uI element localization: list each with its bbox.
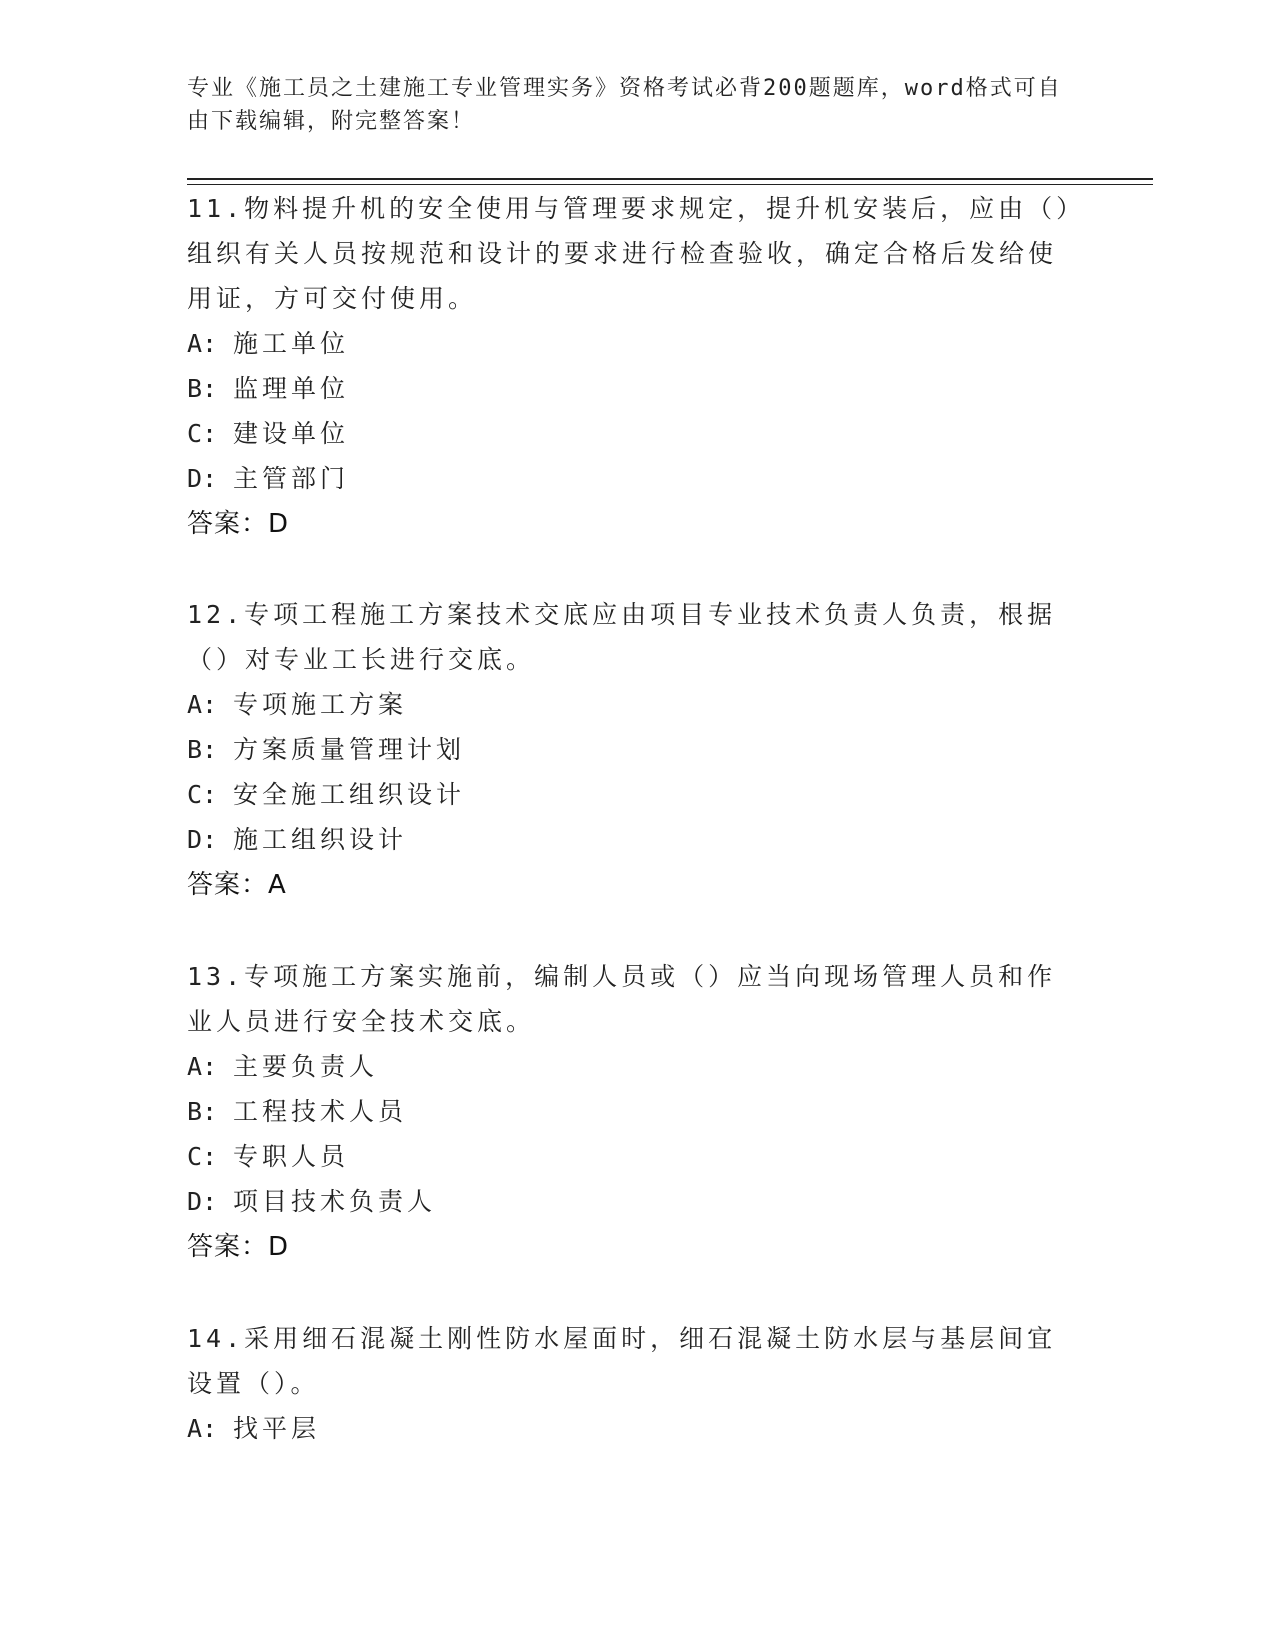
option-text: 主要负责人 [233, 1052, 379, 1081]
option-a [187, 682, 1077, 727]
option-text: 施工组织设计 [233, 825, 408, 854]
question-stem: 13.专项施工方案实施前，编制人员或（）应当向现场管理人员和作业人员进行安全技术交底。 [187, 962, 1057, 1036]
option-text: 建设单位 [233, 419, 350, 448]
option-key: A: [187, 1414, 218, 1443]
question-12 [187, 592, 1077, 908]
option-text: 工程技术人员 [233, 1097, 408, 1126]
option-key: C: [187, 1142, 218, 1171]
question-stem: 14.采用细石混凝土刚性防水屋面时，细石混凝土防水层与基层间宜设置（）。 [187, 1324, 1057, 1398]
option-key: B: [187, 1097, 218, 1126]
answer-line: 答案：D [187, 509, 290, 539]
question-11 [187, 186, 1077, 547]
option-key: A: [187, 329, 218, 358]
header-rule-thick [187, 178, 1153, 180]
answer-line: 答案：A [187, 870, 287, 900]
option-d [187, 456, 1077, 501]
option-key: D: [187, 464, 218, 493]
option-key: A: [187, 1052, 218, 1081]
document-intro: 专业《施工员之土建施工专业管理实务》资格考试必背200题题库，word格式可自由下载编辑，附完整答案！ [187, 76, 1062, 134]
option-c [187, 1134, 1077, 1179]
option-b [187, 1089, 1077, 1134]
option-key: B: [187, 374, 218, 403]
option-text: 主管部门 [233, 464, 350, 493]
option-text: 施工单位 [233, 329, 350, 358]
header-rule-thin [187, 184, 1153, 185]
question-stem: 11.物料提升机的安全使用与管理要求规定，提升机安装后，应由（）组织有关人员按规范和设计的要求进行检查验收，确定合格后发给使用证，方可交付使用。 [187, 194, 1073, 313]
option-text: 找平层 [233, 1414, 321, 1443]
option-b [187, 727, 1077, 772]
option-key: A: [187, 690, 218, 719]
option-text: 专职人员 [233, 1142, 350, 1171]
option-a [187, 321, 1077, 366]
option-text: 项目技术负责人 [233, 1187, 437, 1216]
question-stem: 12.专项工程施工方案技术交底应由项目专业技术负责人负责，根据（）对专业工长进行交底。 [187, 600, 1057, 674]
option-key: B: [187, 735, 218, 764]
option-text: 方案质量管理计划 [233, 735, 466, 764]
option-b [187, 366, 1077, 411]
answer-line: 答案：D [187, 1232, 290, 1262]
option-c [187, 772, 1077, 817]
option-d [187, 1179, 1077, 1224]
option-a [187, 1406, 1077, 1451]
question-13 [187, 954, 1077, 1270]
option-key: D: [187, 1187, 218, 1216]
option-key: C: [187, 419, 218, 448]
option-text: 监理单位 [233, 374, 350, 403]
option-text: 安全施工组织设计 [233, 780, 466, 809]
option-key: C: [187, 780, 218, 809]
option-c [187, 411, 1077, 456]
option-d [187, 817, 1077, 862]
question-14 [187, 1316, 1077, 1451]
option-a [187, 1044, 1077, 1089]
option-text: 专项施工方案 [233, 690, 408, 719]
option-key: D: [187, 825, 218, 854]
